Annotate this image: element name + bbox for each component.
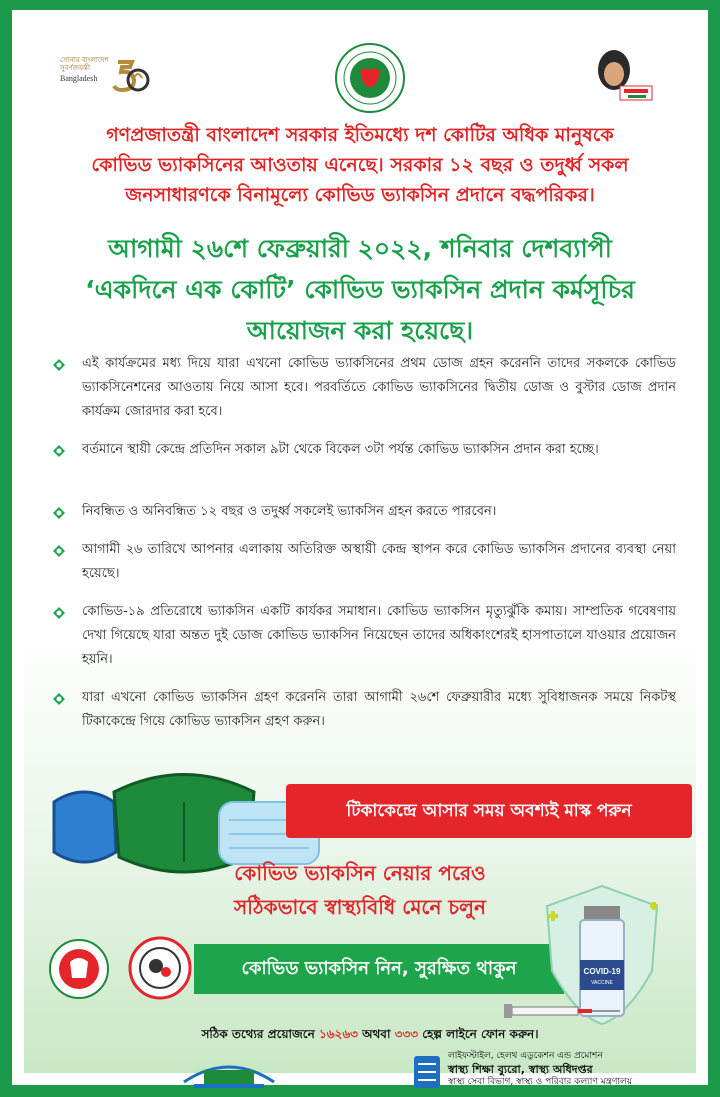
bullet-text: কোভিড-১৯ প্রতিরোধে ভ্যাকসিন একটি কার্যকর সমাধান। কোভিড ভ্যাকসিন মৃত্যুঝুঁকি কমায়। সাম্প্রতিক গবেষণায় দেখা গিয়েছে যারা অন্তত দুই ডোজ কোভিড ভ্যাকসিন নিয়েছেন তাদের অধিকাংশেরই হাসপাতালে যাওয়ার প্রয়োজন হয়নি। (82, 604, 676, 667)
vial-sub: VACCINE (591, 980, 613, 986)
bullet-item (46, 500, 676, 526)
leaf-bullet-icon (52, 692, 66, 706)
poster-body (24, 20, 696, 1087)
bullet-text: নিবন্ধিত ও অনিবন্ধিত ১২ বছর ও তদুর্ধ্ব সকলেই ভ্যাকসিন গ্রহন করতে পারবেন। (82, 504, 497, 519)
bullet-item (46, 438, 676, 488)
reminder-text (184, 856, 536, 924)
intro-line-2: কোভিড ভ্যাকসিনের আওতায় এনেছে। সরকার ১২ বছর ও তদুর্ধ্ব সকল (91, 154, 629, 176)
leaf-bullet-icon (52, 506, 66, 520)
bullet-item (46, 352, 676, 426)
intro-text (38, 120, 682, 210)
bullet-list (46, 352, 676, 746)
health-education-logo-icon (174, 1052, 284, 1092)
epi-logo-icon (128, 936, 192, 1000)
mask-banner: টিকাকেন্দ্রে আসার সময় অবশ্যই মাস্ক পরুন (286, 784, 692, 838)
leaf-bullet-icon (52, 544, 66, 558)
header (24, 20, 696, 115)
leaf-bullet-icon (52, 606, 66, 620)
mujib-borsho-logo-icon (590, 46, 656, 106)
helpline-mid: অথবা (362, 1027, 391, 1041)
intro-line-1: গণপ্রজাতন্ত্রী বাংলাদেশ সরকার ইতিমধ্যে দশ কোটির অধিক মানুষকে (106, 124, 614, 146)
headline-line-2: ‘একদিনে এক কোটি’ কোভিড ভ্যাকসিন প্রদান কর্মসূচির (85, 275, 635, 304)
government-seal-icon (334, 42, 406, 114)
bullet-text: বর্তমানে স্থায়ী কেন্দ্রে প্রতিদিন সকাল ৯টা থেকে বিকেল ৩টা পর্যন্ত কোভিড ভ্যাকসিন প্রদান করা হচ্ছে। (82, 442, 599, 457)
footer-line-1: লাইফস্টাইল, হেলথ এডুকেশন এন্ড প্রমোশন (448, 1051, 603, 1061)
logo50-text: সোনার বাংলাদেশ সুবর্ণজয়ন্তী (60, 56, 109, 72)
leaf-bullet-icon (52, 444, 66, 458)
headline-line-1: আগামী ২৬শে ফেব্রুয়ারী ২০২২, শনিবার দেশব্যাপী (108, 234, 612, 263)
bullet-text: আগামী ২৬ তারিখে আপনার এলাকায় অতিরিক্ত অস্থায়ী কেন্দ্র স্থাপন করে কোভিড ভ্যাকসিন প্রদানের ব্যবস্থা নেয়া হয়েছে। (82, 542, 676, 581)
helpline-suffix: হেল্প লাইনে ফোন করুন। (422, 1027, 539, 1041)
bureau-logo-icon (412, 1052, 442, 1092)
bullet-item (46, 686, 676, 734)
footer-credits (448, 1050, 708, 1089)
golden-jubilee-logo (60, 50, 152, 106)
intro-line-3: জনসাধারণকে বিনামূল্যে কোভিড ভ্যাকসিন প্রদানে বদ্ধপরিকর। (125, 184, 595, 206)
leaf-bullet-icon (52, 358, 66, 372)
headline (38, 228, 682, 351)
footer-line-3: স্বাস্থ্য সেবা বিভাগ, স্বাস্থ্য ও পরিবার কল্যাণ মন্ত্রণালয় (448, 1077, 633, 1087)
vial-label: COVID-19 (583, 967, 621, 976)
reminder-line-2: সঠিকভাবে স্বাস্থ্যবিধি মেনে চলুন (234, 895, 486, 919)
logo50-country: Bangladesh (60, 74, 98, 83)
slogan-banner: কোভিড ভ্যাকসিন নিন, সুরক্ষিত থাকুন (194, 944, 564, 994)
bullet-text: এই কার্যক্রমের মধ্য দিয়ে যারা এখনো কোভিড ভ্যাকসিনের প্রথম ডোজ গ্রহন করেননি তাদের সকলকে কোভিড ভ্যাকসিনেশনের আওতায় নিয়ে আসা হবে। পরবর্তিতে কোভিড ভ্যাকসিনের দ্বিতীয় ডোজ ও বুস্টার ডোজ প্রদান কার্যক্রম জোরদার করা হবে। (82, 356, 676, 419)
footer-line-2: স্বাস্থ্য শিক্ষা ব্যুরো, স্বাস্থ্য অধিদপ্তর (448, 1063, 593, 1076)
headline-line-3: আয়োজন করা হয়েছে। (246, 316, 474, 345)
syringe-icon (502, 1000, 622, 1022)
bullet-text: যারা এখনো কোভিড ভ্যাকসিন গ্রহণ করেননি তারা আগামী ২৬শে ফেব্রুয়ারীর মধ্যে সুবিধাজনক সময়ে নিকটস্থ টিকাকেন্দ্রে গিয়ে কোভিড ভ্যাকসিন গ্রহণ করুন। (82, 690, 676, 729)
helpline (104, 1024, 636, 1044)
bullet-item (46, 600, 676, 674)
family-planning-logo-icon (48, 938, 110, 1000)
reminder-line-1: কোভিড ভ্যাকসিন নেয়ার পরেও (234, 861, 486, 885)
bullet-item (46, 538, 676, 588)
helpline-number-1: ১৬২৬৩ (318, 1027, 358, 1041)
helpline-prefix: সঠিক তথ্যের প্রয়োজনে (201, 1027, 315, 1041)
fifty-years-icon (110, 56, 150, 96)
helpline-number-2: ৩৩৩ (394, 1027, 419, 1041)
